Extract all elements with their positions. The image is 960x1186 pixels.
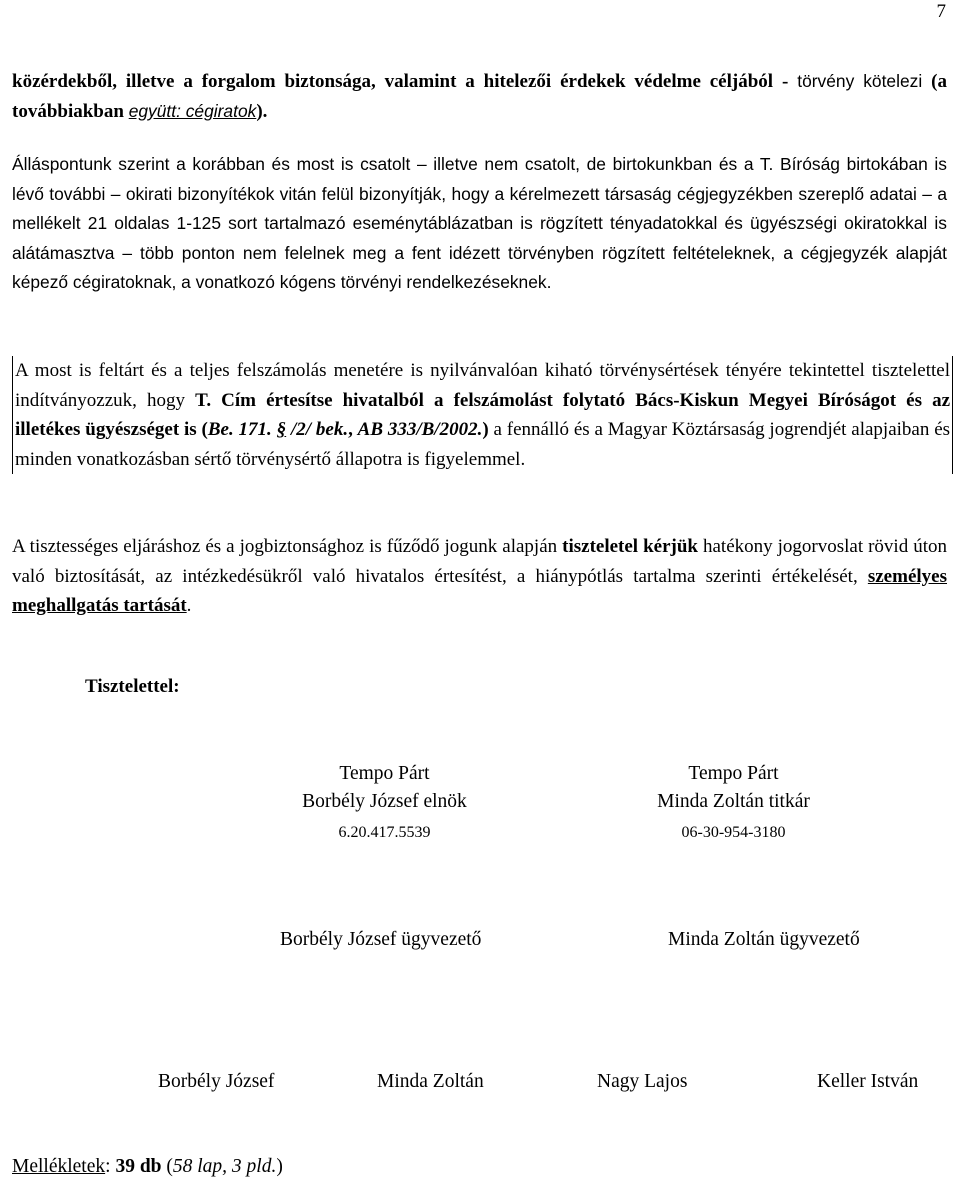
text-normal: A tisztességes eljáráshoz és a jogbiztonsághoz is fűződő jogunk alapján — [12, 536, 563, 557]
page-number: 7 — [936, 1, 946, 22]
signature-name: Borbély József elnök — [302, 791, 467, 812]
text-bold-italic: /2/ bek. — [286, 419, 349, 441]
attachments-open: ( — [161, 1156, 173, 1177]
paragraph-request — [12, 532, 947, 621]
text-normal: a fennálló és a Magyar Köztársaság jogrendjét alapjaiban és minden vonatkozásban sértő törvénysértő állapotra is figyelemmel. — [15, 419, 951, 470]
attachments-line — [12, 1156, 283, 1178]
text-bold: közérdekből, illetve a forgalom biztonsága, valamint a hitelezői érdekek védelme céljából - — [12, 71, 789, 92]
signatory-4: Keller István — [817, 1071, 919, 1092]
text-italic-underlined: együtt: cégiratok — [128, 100, 257, 121]
signatory-2: Minda Zoltán — [377, 1071, 484, 1092]
text-normal: törvény kötelezi — [788, 71, 932, 91]
text-bold: ) — [482, 419, 489, 441]
signatory-3: Nagy Lajos — [597, 1071, 688, 1092]
signature-phone: 6.20.417.5539 — [338, 824, 431, 841]
attachments-label: Mellékletek — [12, 1156, 106, 1177]
signatory-1: Borbély József — [158, 1071, 275, 1092]
text-bold-underlined: személyes meghallgatás tartását — [12, 565, 947, 617]
closing-salutation: Tisztelettel: — [85, 676, 180, 697]
attachments-count: 39 db — [115, 1156, 162, 1177]
signature-block-right — [606, 760, 861, 850]
signature-name: Minda Zoltán titkár — [657, 791, 810, 812]
paragraph-motion — [12, 356, 953, 474]
manager-signature-left: Borbély József ügyvezető — [280, 929, 482, 950]
signature-org: Tempo Párt — [688, 763, 779, 784]
section-sign: § — [276, 419, 287, 441]
text-bold-italic: Be. 171. — [207, 419, 272, 441]
signature-phone: 06-30-954-3180 — [681, 824, 786, 841]
text-normal: . — [186, 595, 192, 617]
text-bold: tiszteletel kérjük — [562, 536, 698, 557]
attachments-colon: : — [105, 1156, 116, 1177]
text-bold: T. Cím értesítse hivatalból a felszámolást folytató Bács-Kiskun Megyei Bíróságot és az illetékes ügyészséget is ( — [15, 389, 950, 441]
attachments-close: ) — [276, 1156, 283, 1177]
text-normal: hatékony jogorvoslat rövid úton való biztosítását, az intézkedésükről való hivatalos értesítést, a hiánypótlás tartalma szerinti értékelését, — [12, 536, 947, 587]
text-normal: A most is feltárt és a teljes felszámolás menetére is nyilvánvalóan kiható törvénysértések tényére tekintettel tisztelettel indítványozzuk, hogy — [15, 360, 950, 411]
signature-org: Tempo Párt — [339, 763, 430, 784]
text-bold: (a továbbiakban — [12, 71, 947, 122]
text-bold: ). — [256, 100, 268, 122]
text-bold: , — [348, 419, 358, 441]
paragraph-position: Álláspontunk szerint a korábban és most is csatolt – illetve nem csatolt, de birtokunkban és a T. Bíróság birtokában is lévő további – okirati bizonyítékok vitán felül bizonyítják, hogy a kérelmezett társaság cégjegyzékben szereplő adatai – a mellékelt 21 oldalas 1-125 sort tartalmazó eseménytáblázatban is rögzített tényadatokkal és ügyészségi okiratokkal is alátámasztva – több ponton nem felelnek meg a fent idézett törvényben rögzített feltételeknek, a cégjegyzék alapját képező cégiratoknak, a vonatkozó kógens törvényi rendelkezéseknek. — [12, 154, 947, 293]
text-bold-italic: AB 333/B/2002. — [357, 419, 483, 441]
paragraph-legal-context — [12, 67, 947, 126]
attachments-detail: 58 lap, 3 pld. — [172, 1156, 277, 1177]
signature-block-left — [262, 760, 507, 850]
manager-signature-right: Minda Zoltán ügyvezető — [668, 929, 860, 950]
